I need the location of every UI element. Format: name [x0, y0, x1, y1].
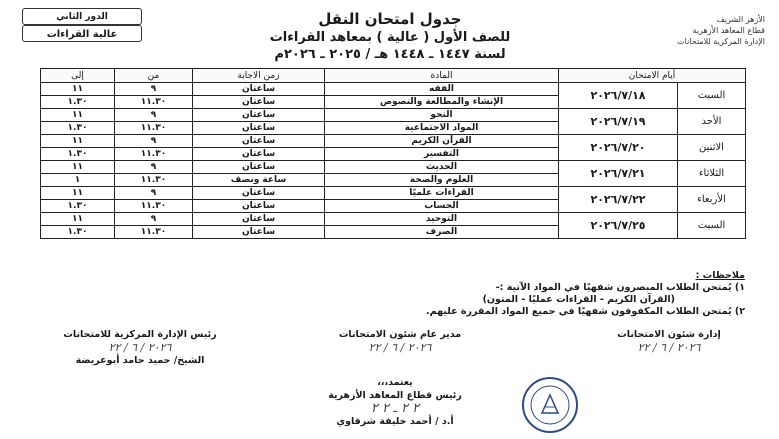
notes-section	[185, 270, 745, 318]
approval-label: يعتمد،،،	[377, 377, 413, 388]
date-cell: ٢٠٢٦/٧/١٨	[559, 83, 678, 109]
date-cell: ٢٠٢٦/٧/٢٠	[559, 135, 678, 161]
subject-cell: العلوم والصحة	[325, 174, 559, 187]
from-cell: ١١.٣٠	[115, 148, 193, 161]
approval-title: رئيس قطاع المعاهد الأزهرية	[328, 390, 462, 401]
table-row	[41, 213, 746, 226]
header-from: من	[115, 69, 193, 83]
document-subtitle: للصف الأول ( عالية ) بمعاهد القراءات	[269, 30, 511, 45]
seal-stamp-icon	[520, 375, 580, 435]
table-row	[41, 109, 746, 122]
notes-label: ملاحظات :	[695, 270, 745, 281]
organization-header	[633, 14, 765, 47]
subject-cell: الحساب	[325, 200, 559, 213]
duration-cell: ساعتان	[193, 187, 325, 200]
header-to: إلى	[41, 69, 115, 83]
to-cell: ١١	[41, 109, 115, 122]
to-cell: ١	[41, 174, 115, 187]
from-cell: ٩	[115, 187, 193, 200]
approval-name: أ.د / أحمد خليفة شرقاوي	[336, 416, 454, 427]
duration-cell: ساعتان	[193, 148, 325, 161]
day-cell: الاثنين	[678, 135, 746, 161]
signatory-name: الشيخ/ حميد حامد أبوعريضة	[75, 355, 205, 366]
date-cell: ٢٠٢٦/٧/٢٥	[559, 213, 678, 239]
from-cell: ١١.٣٠	[115, 226, 193, 239]
signature-title: رئيس الإدارة المركزية للامتحانات	[63, 329, 217, 340]
org-line: الأزهر الشريف	[716, 15, 765, 24]
exam-schedule-table	[40, 68, 746, 239]
table-row	[41, 161, 746, 174]
from-cell: ١١.٣٠	[115, 122, 193, 135]
from-cell: ٩	[115, 161, 193, 174]
duration-cell: ساعتان	[193, 226, 325, 239]
from-cell: ٩	[115, 213, 193, 226]
from-cell: ٩	[115, 135, 193, 148]
signature-scribble: ٢٠٢٦ / ٦ / ٢٢	[637, 341, 701, 354]
to-cell: ١.٣٠	[41, 226, 115, 239]
duration-cell: ساعتان	[193, 96, 325, 109]
signature-scribble: ٢ ٢ ـ ٢ ٢	[370, 401, 420, 416]
subject-cell: التفسير	[325, 148, 559, 161]
duration-cell: ساعتان	[193, 200, 325, 213]
duration-cell: ساعة ونصف	[193, 174, 325, 187]
signature-title: مدير عام شئون الامتحانات	[338, 329, 462, 340]
to-cell: ١١	[41, 213, 115, 226]
round-badge: الدور الثاني	[22, 8, 142, 25]
note-item-sub: (القرآن الكريم - القراءات عمليًا - المتون)	[482, 294, 675, 305]
table-header-row	[41, 69, 746, 83]
to-cell: ١١	[41, 135, 115, 148]
from-cell: ١١.٣٠	[115, 174, 193, 187]
subject-cell: الصرف	[325, 226, 559, 239]
note-item: ٢) يُمتحن الطلاب المكفوفون شفهيًا في جميع المواد المقررة عليهم.	[426, 306, 745, 317]
table-row	[41, 83, 746, 96]
subject-cell: الحديث	[325, 161, 559, 174]
from-cell: ٩	[115, 109, 193, 122]
subject-cell: الإنشاء والمطالعة والنصوص	[325, 96, 559, 109]
from-cell: ١١.٣٠	[115, 96, 193, 109]
day-cell: الأحد	[678, 109, 746, 135]
day-cell: السبت	[678, 83, 746, 109]
to-cell: ١.٣٠	[41, 200, 115, 213]
subject-cell: الفقه	[325, 83, 559, 96]
to-cell: ١.٣٠	[41, 148, 115, 161]
date-cell: ٢٠٢٦/٧/١٩	[559, 109, 678, 135]
subject-cell: المواد الاجتماعية	[325, 122, 559, 135]
signature-exam-affairs	[589, 328, 749, 354]
signature-scribble: ٢٠٢٦ / ٦ / ٢٢	[368, 341, 432, 354]
signature-central-administration	[40, 328, 240, 367]
duration-cell: ساعتان	[193, 135, 325, 148]
signature-title: إدارة شئون الامتحانات	[617, 329, 721, 340]
subject-cell: التوحيد	[325, 213, 559, 226]
to-cell: ١١	[41, 83, 115, 96]
duration-cell: ساعتان	[193, 122, 325, 135]
org-line: قطاع المعاهد الأزهرية	[692, 26, 765, 35]
to-cell: ١١	[41, 161, 115, 174]
date-cell: ٢٠٢٦/٧/٢٢	[559, 187, 678, 213]
duration-cell: ساعتان	[193, 83, 325, 96]
org-line: الإدارة المركزية للامتحانات	[677, 37, 765, 46]
subject-cell: القراءات علميًا	[325, 187, 559, 200]
duration-cell: ساعتان	[193, 161, 325, 174]
table-row	[41, 135, 746, 148]
from-cell: ١١.٣٠	[115, 200, 193, 213]
to-cell: ١.٣٠	[41, 96, 115, 109]
duration-cell: ساعتان	[193, 109, 325, 122]
subject-cell: القرآن الكريم	[325, 135, 559, 148]
signature-scribble: ٢٠٢٦ / ٦ / ٢٢	[108, 341, 172, 354]
approval-block	[280, 376, 510, 428]
day-cell: الأربعاء	[678, 187, 746, 213]
duration-cell: ساعتان	[193, 213, 325, 226]
header-days: أيام الامتحان	[559, 69, 746, 83]
from-cell: ٩	[115, 83, 193, 96]
academic-year: لسنة ١٤٤٧ ـ ١٤٤٨ هـ / ٢٠٢٥ ـ ٢٠٢٦م	[274, 47, 506, 62]
subject-cell: النحو	[325, 109, 559, 122]
date-cell: ٢٠٢٦/٧/٢١	[559, 161, 678, 187]
level-badge: عالية القراءات	[22, 25, 142, 42]
title-block	[170, 10, 610, 63]
document-title: جدول امتحان النقل	[318, 10, 462, 28]
to-cell: ١.٣٠	[41, 122, 115, 135]
day-cell: الثلاثاء	[678, 161, 746, 187]
table-row	[41, 187, 746, 200]
signature-exam-director	[330, 328, 470, 354]
header-subject: المادة	[325, 69, 559, 83]
note-item: ١) يُمتحن الطلاب المبصرون شفهيًا في المواد الآتية :-	[495, 282, 745, 293]
header-duration: زمن الاجابة	[193, 69, 325, 83]
day-cell: السبت	[678, 213, 746, 239]
to-cell: ١١	[41, 187, 115, 200]
